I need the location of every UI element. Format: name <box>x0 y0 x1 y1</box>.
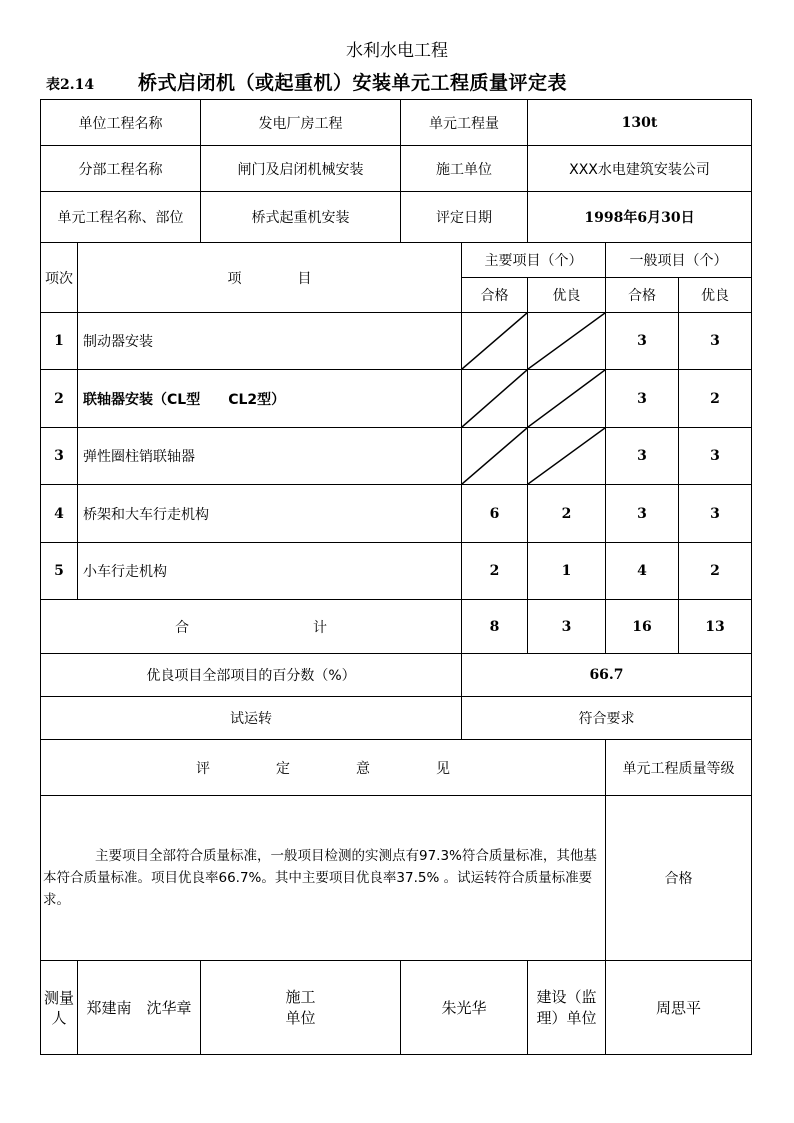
percent-label: 优良项目全部项目的百分数（%） <box>41 654 462 697</box>
info-row-division <box>41 146 752 192</box>
evaluation-body-row <box>41 796 752 961</box>
table-row <box>41 543 752 600</box>
row-item: 弹性圈柱销联轴器 <box>78 428 462 485</box>
survey-names: 郑建南 沈华章 <box>78 961 201 1055</box>
main-items-header: 主要项目（个） <box>462 243 606 278</box>
row-item: 联轴器安装（CL型 CL2型） <box>78 370 462 428</box>
row-general-excellent: 2 <box>679 370 752 428</box>
division-value: 闸门及启闭机械安装 <box>201 146 401 192</box>
diagonal-slash-cell <box>528 313 606 370</box>
unit-quantity-value: 130t <box>528 100 752 146</box>
survey-label <box>41 961 78 1055</box>
diagonal-slash-cell <box>462 370 528 428</box>
date-value: 1998年6月30日 <box>528 192 752 243</box>
total-main-qualified: 8 <box>462 600 528 654</box>
supervisor-label-text: 建设（监理）单位 <box>536 987 597 1027</box>
percent-value: 66.7 <box>462 654 752 697</box>
item-header <box>78 243 462 313</box>
row-index: 3 <box>41 428 78 485</box>
document-header: 水利水电工程 <box>346 41 448 61</box>
general-qualified-header: 合格 <box>606 278 679 313</box>
percent-row <box>41 654 752 697</box>
opinion-text: 主要项目全部符合质量标准，一般项目检测的实测点有97.3%符合质量标准，其他基本符合质量标准。项目优良率66.7%。其中主要项目优良率37.5% 。试运转符合质量标准要求。 <box>43 848 597 908</box>
evaluation-header-row <box>41 740 752 796</box>
unit-quantity-label: 单元工程量 <box>401 100 528 146</box>
row-item: 桥架和大车行走机构 <box>78 485 462 543</box>
main-excellent-header: 优良 <box>528 278 606 313</box>
row-index: 2 <box>41 370 78 428</box>
table-row <box>41 485 752 543</box>
row-general-qualified: 4 <box>606 543 679 600</box>
general-excellent-header: 优良 <box>679 278 752 313</box>
diagonal-slash-cell <box>462 428 528 485</box>
quality-evaluation-table <box>40 99 752 1055</box>
grade-label: 单元工程质量等级 <box>606 740 752 796</box>
total-label <box>41 600 462 654</box>
builder-sign-name: 朱光华 <box>401 961 528 1055</box>
total-label-a: 合 <box>175 619 189 636</box>
row-general-qualified: 3 <box>606 313 679 370</box>
opinion-label-3: 意 <box>356 760 370 777</box>
table-row <box>41 370 752 428</box>
total-general-qualified: 16 <box>606 600 679 654</box>
row-index: 5 <box>41 543 78 600</box>
builder-label: 施工单位 <box>401 146 528 192</box>
opinion-label-1: 评 <box>196 760 210 777</box>
row-main-qualified: 6 <box>462 485 528 543</box>
item-header-b: 目 <box>297 270 312 287</box>
unit-project-label: 单位工程名称 <box>41 100 201 146</box>
trial-value: 符合要求 <box>462 697 752 740</box>
trial-label: 试运转 <box>41 697 462 740</box>
row-index: 1 <box>41 313 78 370</box>
opinion-label-2: 定 <box>276 760 290 777</box>
signature-row <box>41 961 752 1055</box>
total-general-excellent: 13 <box>679 600 752 654</box>
diagonal-slash-cell <box>462 313 528 370</box>
row-item: 小车行走机构 <box>78 543 462 600</box>
element-label: 单元工程名称、部位 <box>41 192 201 243</box>
builder-value: XXX水电建筑安装公司 <box>528 146 752 192</box>
builder-sign-label-text: 施工单位 <box>285 987 316 1027</box>
table-number: 表2.14 <box>46 77 95 93</box>
supervisor-name: 周思平 <box>606 961 752 1055</box>
row-main-excellent: 1 <box>528 543 606 600</box>
row-general-qualified: 3 <box>606 428 679 485</box>
row-general-excellent: 3 <box>679 428 752 485</box>
table-row <box>41 428 752 485</box>
trial-row <box>41 697 752 740</box>
date-label: 评定日期 <box>401 192 528 243</box>
info-row-unit <box>41 100 752 146</box>
unit-project-value: 发电厂房工程 <box>201 100 401 146</box>
row-general-qualified: 3 <box>606 485 679 543</box>
opinion-label <box>41 740 606 796</box>
diagonal-slash-cell <box>528 370 606 428</box>
builder-sign-label <box>201 961 401 1055</box>
index-header: 项次 <box>41 243 78 313</box>
row-item: 制动器安装 <box>78 313 462 370</box>
header-row-1 <box>41 243 752 278</box>
form-title: 桥式启闭机（或起重机）安装单元工程质量评定表 <box>138 72 568 94</box>
grade-value: 合格 <box>606 796 752 961</box>
row-index: 4 <box>41 485 78 543</box>
division-label: 分部工程名称 <box>41 146 201 192</box>
general-items-header: 一般项目（个） <box>606 243 752 278</box>
row-general-excellent: 2 <box>679 543 752 600</box>
diagonal-slash-cell <box>528 428 606 485</box>
opinion-text-cell <box>41 796 606 961</box>
total-main-excellent: 3 <box>528 600 606 654</box>
row-main-excellent: 2 <box>528 485 606 543</box>
row-general-excellent: 3 <box>679 313 752 370</box>
row-general-qualified: 3 <box>606 370 679 428</box>
total-label-b: 计 <box>313 619 327 636</box>
row-general-excellent: 3 <box>679 485 752 543</box>
survey-label-text: 测量人 <box>43 988 74 1027</box>
opinion-label-4: 见 <box>436 760 450 777</box>
element-value: 桥式起重机安装 <box>201 192 401 243</box>
row-main-qualified: 2 <box>462 543 528 600</box>
table-row <box>41 313 752 370</box>
item-header-a: 项 <box>227 270 242 287</box>
supervisor-label <box>528 961 606 1055</box>
info-row-element <box>41 192 752 243</box>
total-row <box>41 600 752 654</box>
main-qualified-header: 合格 <box>462 278 528 313</box>
